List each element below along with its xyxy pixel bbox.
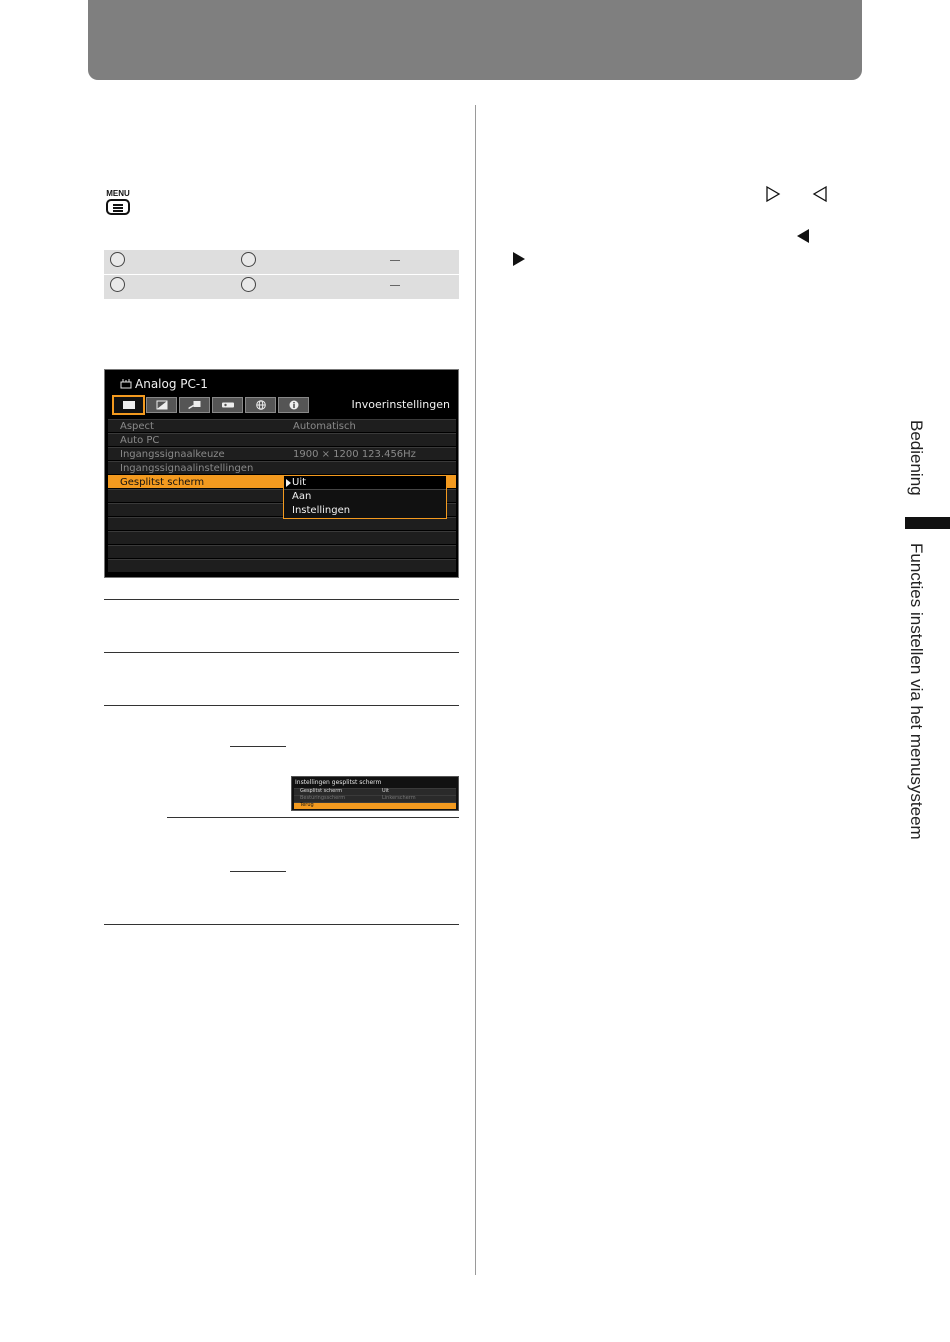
osd-row-split-screen: Gesplitst scherm — [108, 475, 456, 488]
right-arrow-solid-icon — [513, 252, 525, 266]
underline — [230, 871, 286, 872]
osd-split-screen-options — [283, 475, 447, 519]
menu-button-icon — [104, 189, 132, 217]
osd-tab-image-adjust — [146, 397, 177, 413]
circle-icon — [241, 277, 256, 292]
osd-input-title: Analog PC-1 — [135, 377, 208, 391]
selected-arrow-icon — [286, 479, 291, 487]
side-tab-chapter: Bediening — [907, 420, 926, 496]
column-divider — [475, 105, 476, 1275]
thumbnail-row: Besturingsscherm Linkerscherm — [294, 795, 456, 802]
osd-row-input-signal-select: Ingangssignaalkeuze 1900 × 1200 123.456Hz — [108, 447, 456, 460]
analog-input-icon — [120, 379, 132, 389]
thumbnail-title: Instellingen gesplitst scherm — [295, 779, 382, 786]
osd-tab-info — [278, 397, 309, 413]
menu-key-label: MENU — [106, 189, 130, 198]
osd-option-settings: Instellingen — [292, 505, 351, 516]
header-band — [88, 0, 862, 80]
dash — [390, 260, 400, 261]
right-arrow-outline-icon — [765, 185, 781, 203]
circle-icon — [110, 277, 125, 292]
system-icon — [221, 402, 234, 409]
screen-icon — [122, 401, 135, 410]
side-tab-section: Functies instellen via het menusysteem — [907, 543, 926, 840]
underline — [230, 746, 286, 747]
osd-tab-screen — [112, 395, 145, 415]
osd-option-off: Uit — [284, 476, 446, 490]
dash — [390, 285, 400, 286]
info-icon — [289, 400, 299, 410]
table-rule — [104, 599, 459, 600]
osd-row-input-signal-settings: Ingangssignaalinstellingen — [108, 461, 456, 474]
osd-option-on: Aan — [292, 491, 312, 502]
osd-menu-screenshot — [104, 369, 459, 578]
left-arrow-solid-icon — [797, 229, 809, 243]
osd-tab-install — [179, 397, 210, 413]
circle-icon — [241, 252, 256, 267]
table-rule — [104, 652, 459, 653]
split-screen-settings-thumbnail — [291, 776, 459, 811]
osd-row-aspect: Aspect Automatisch — [108, 419, 456, 432]
thumbnail-row: Gesplitst scherm Uit — [294, 788, 456, 795]
osd-row-auto-pc: Auto PC — [108, 433, 456, 446]
side-tab-marker — [905, 517, 950, 529]
thumbnail-row: Terug — [294, 802, 456, 809]
table-rule — [167, 817, 459, 818]
osd-section-title: Invoerinstellingen — [351, 398, 450, 411]
network-icon — [256, 400, 266, 410]
install-icon — [188, 401, 201, 410]
table-rule — [104, 924, 459, 925]
osd-tab-network — [245, 397, 276, 413]
image-adjust-icon — [156, 401, 167, 410]
key-table — [104, 250, 459, 299]
circle-icon — [110, 252, 125, 267]
table-rule — [104, 705, 459, 706]
osd-tab-system — [212, 397, 243, 413]
left-arrow-outline-icon — [812, 185, 828, 203]
